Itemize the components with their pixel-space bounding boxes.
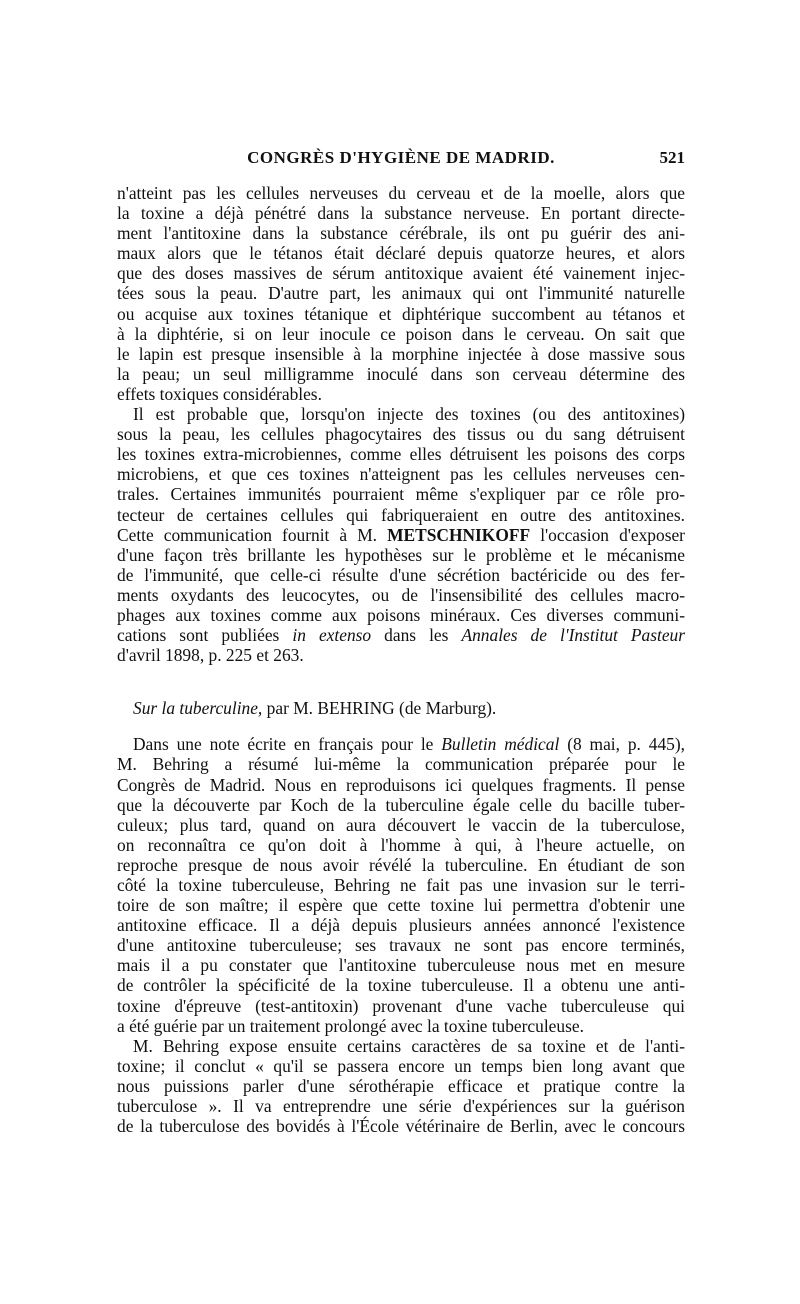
text-line: nous puissions parler d'une sérothérapie efficace et pratique contre la: [117, 1075, 685, 1096]
paragraph-conclusion: [117, 1036, 685, 1136]
text-line: trales. Certaines immunités pourraient même s'expliquer par ce rôle pro-: [117, 484, 685, 505]
text-line: ment l'antitoxine dans la substance cérébrale, ils ont pu guérir des ani-: [117, 223, 685, 244]
text-line: tées sous la peau. D'autre part, les animaux qui ont l'immunité naturelle: [117, 283, 685, 304]
text-line: [117, 625, 685, 645]
text-line: Congrès de Madrid. Nous en reproduisons ici quelques fragments. Il pense: [117, 774, 685, 795]
text-line: reproche presque de nous avoir révélé la tuberculine. En étudiant de son: [117, 854, 685, 875]
text-line: on reconnaîtra ce qu'on doit à l'homme à qui, à l'heure actuelle, on: [117, 834, 685, 855]
text-line: toire de son maître; il espère que cette toxine lui permettra d'obtenir une: [117, 895, 685, 916]
author-name: METSCHNIKOFF: [387, 524, 531, 545]
journal-title: Bulletin médical: [441, 734, 560, 755]
text-fragment: l'occasion d'exposer: [540, 524, 685, 545]
text-line: M. Behring a résumé lui-même la communication préparée pour le: [117, 754, 685, 775]
text-line: ou acquise aux toxines tétanique et diphtérique succombent au tétanos et: [117, 303, 685, 324]
text-line: mais il a pu constater que l'antitoxine tuberculeuse nous met en mesure: [117, 955, 685, 976]
page-header: [117, 148, 685, 174]
text-fragment: Cette communication fournit à M.: [117, 524, 378, 545]
text-line: ments oxydants des leucocytes, ou de l'insensibilité des cellules macro-: [117, 584, 685, 605]
journal-title: Annales de l'Institut Pasteur: [461, 625, 686, 646]
text-line: tecteur de certaines cellules qui fabriqueraient en outre des antitoxines.: [117, 504, 685, 525]
paragraph-immunity: [117, 404, 685, 665]
text-fragment: Dans une note écrite en français pour le: [133, 734, 434, 755]
text-line: antitoxine efficace. Il a déjà depuis plusieurs années annoncé l'existence: [117, 915, 685, 936]
text-line: d'une façon très brillante les hypothèses sur le problème et le mécanisme: [117, 544, 685, 565]
text-line: d'une antitoxine tuberculeuse; ses travaux ne sont pas encore terminés,: [117, 935, 685, 956]
text-line: de contrôler la spécificité de la toxine tuberculeuse. Il a obtenu une anti-: [117, 975, 685, 996]
text-line: que des doses massives de sérum antitoxique avaient été vainement injec-: [117, 263, 685, 284]
text-line: tuberculose ». Il va entreprendre une série d'expériences sur la guérison: [117, 1096, 685, 1117]
text-line: d'avril 1898, p. 225 et 263.: [117, 645, 304, 666]
text-line: que la découverte par Koch de la tuberculine égale celle du bacille tuber-: [117, 794, 685, 815]
text-line: [117, 734, 685, 754]
text-fragment: cations sont publiées: [117, 625, 280, 646]
text-line: effets toxiques considérables.: [117, 383, 322, 404]
text-fragment: (8 mai, p. 445),: [567, 734, 685, 755]
latin-phrase: in extenso: [292, 625, 372, 646]
page-number: 521: [659, 148, 685, 167]
text-line: les toxines extra-microbiennes, comme elles détruisent les poisons des corps: [117, 444, 685, 465]
text-line: culeux; plus tard, quand on aura découvert le vaccin de la tuberculose,: [117, 814, 685, 835]
heading-title: Sur la tuberculine,: [133, 698, 263, 719]
text-line: microbiens, et que ces toxines n'atteignent pas les cellules nerveuses cen-: [117, 464, 685, 485]
text-line: maux alors que le tétanos était déclaré depuis quatorze heures, et alors: [117, 243, 685, 264]
text-line: n'atteint pas les cellules nerveuses du cerveau et de la moelle, alors que: [117, 183, 685, 203]
text-line: a été guérie par un traitement prolongé avec la toxine tuberculeuse.: [117, 1015, 584, 1036]
text-line: phages aux toxines comme aux poisons minéraux. Ces diverses communi-: [117, 604, 685, 625]
page-body: [117, 183, 685, 1136]
text-line: [117, 525, 685, 545]
heading-par: par M.: [266, 698, 314, 719]
paragraph-tuberculine: [117, 734, 685, 1035]
text-line: M. Behring expose ensuite certains caractères de sa toxine et de l'anti-: [133, 1035, 685, 1056]
heading-author: BEHRING: [317, 698, 395, 719]
text-line: de l'immunité, que celle-ci résulte d'une sécrétion bactéricide ou des fer-: [117, 564, 685, 585]
text-line: Il est probable que, lorsqu'on injecte des toxines (ou des antitoxines): [133, 404, 685, 425]
text-line: la toxine a déjà pénétré dans la substance nerveuse. En portant directe-: [117, 203, 685, 224]
text-line: le lapin est presque insensible à la morphine injectée à dose massive sous: [117, 343, 685, 364]
text-line: sous la peau, les cellules phagocytaires des tissus ou du sang détruisent: [117, 424, 685, 445]
text-line: de la tuberculose des bovidés à l'École vétérinaire de Berlin, avec le concours: [117, 1116, 685, 1137]
text-line: toxine d'épreuve (test-antitoxin) provenant d'une vache tuberculeuse qui: [117, 995, 685, 1016]
text-fragment: dans les: [384, 625, 449, 646]
section-heading: [117, 698, 685, 718]
text-line: côté la toxine tuberculeuse, Behring ne fait pas une invasion sur le terri-: [117, 875, 685, 895]
text-line: toxine; il conclut « qu'il se passera encore un temps bien long avant que: [117, 1055, 685, 1076]
text-line: à la diphtérie, si on leur inocule ce poison dans le cerveau. On sait que: [117, 323, 685, 344]
heading-place: (de Marburg).: [399, 698, 497, 719]
text-line: la peau; un seul milligramme inoculé dans son cerveau détermine des: [117, 363, 685, 384]
paragraph-continuation: [117, 183, 685, 404]
running-title: CONGRÈS D'HYGIÈNE DE MADRID.: [247, 148, 555, 167]
